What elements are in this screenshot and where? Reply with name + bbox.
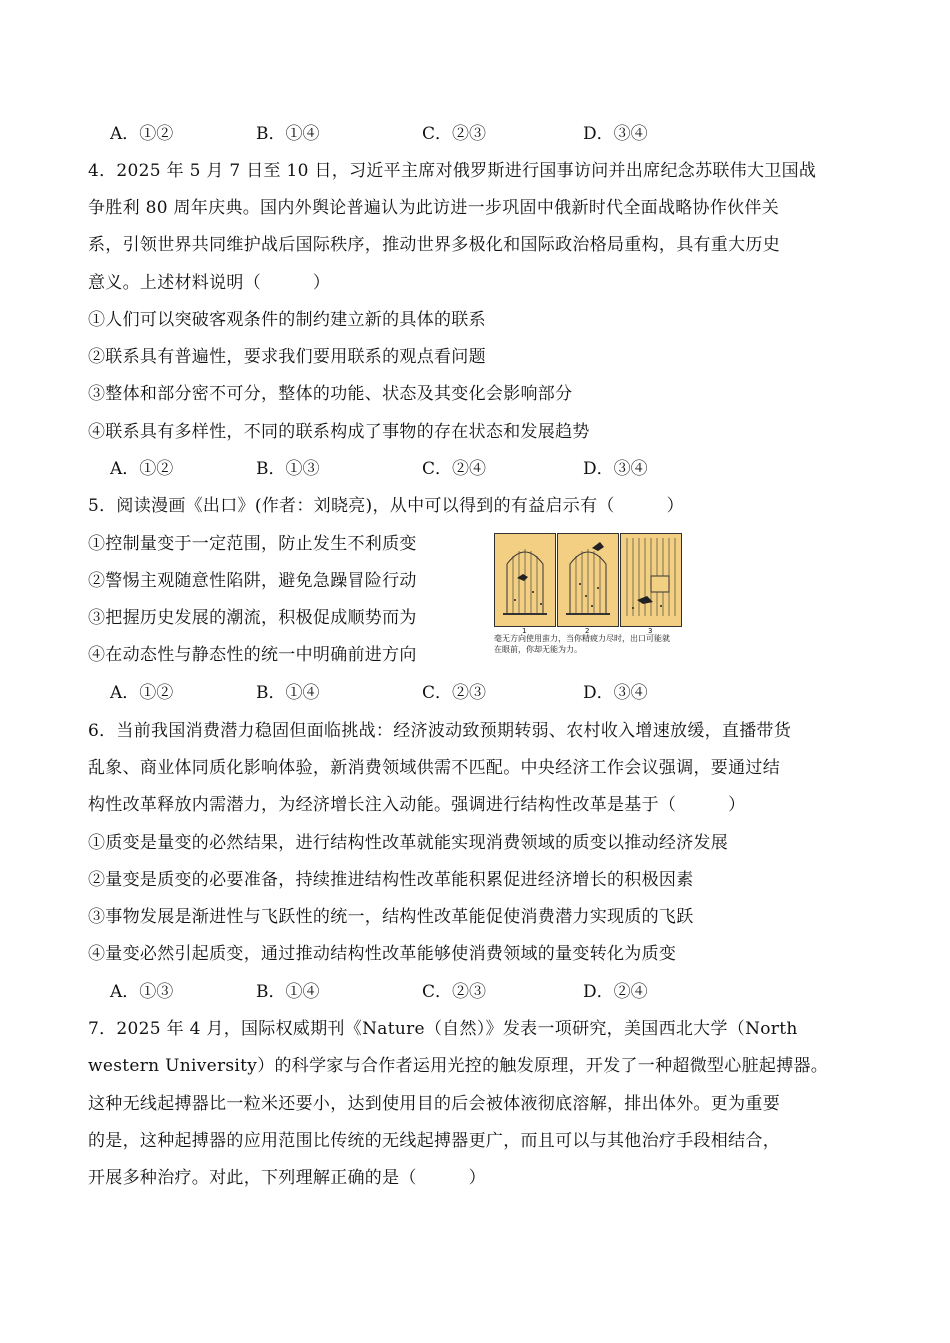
q4-item-4: ④联系具有多样性，不同的联系构成了事物的存在状态和发展趋势: [88, 422, 590, 442]
comic-panel-2: [557, 533, 619, 635]
q5-option-d[interactable]: D．③④: [583, 683, 648, 703]
q5-item-1: ①控制量变于一定范围，防止发生不利质变: [88, 534, 417, 554]
q7-stem-line-1: 7．2025 年 4 月，国际权威期刊《Nature（自然）》发表一项研究，美国西北大学（North: [88, 1019, 798, 1039]
comic-panel-number-2: 2: [585, 627, 590, 635]
q3-option-d[interactable]: D．③④: [583, 124, 648, 144]
q6-option-b[interactable]: B．①④: [256, 982, 320, 1002]
q5-stem: 5．阅读漫画《出口》(作者：刘晓亮)，从中可以得到的有益启示有（ ）: [88, 496, 684, 516]
birdcage-struggle-icon: [495, 534, 555, 626]
comic-caption: [494, 633, 694, 655]
q7-stem-line-5: 开展多种治疗。对此，下列理解正确的是（ ）: [88, 1168, 486, 1188]
comic-panel-1: [494, 533, 556, 635]
q3-option-c[interactable]: C．②③: [422, 124, 487, 144]
q5-option-b[interactable]: B．①④: [256, 683, 320, 703]
q4-item-1: ①人们可以突破客观条件的制约建立新的具体的联系: [88, 310, 486, 330]
q4-item-2: ②联系具有普遍性，要求我们要用联系的观点看问题: [88, 347, 486, 367]
q5-option-a[interactable]: A．①②: [110, 683, 174, 703]
q6-stem-line-2: 乱象、商业体同质化影响体验，新消费领域供需不匹配。中央经济工作会议强调，要通过结: [88, 758, 780, 778]
q6-stem-line-3: 构性改革释放内需潜力，为经济增长注入动能。强调进行结构性改革是基于（ ）: [88, 795, 746, 815]
comic-panel-3: [620, 533, 682, 635]
q6-option-a[interactable]: A．①③: [110, 982, 174, 1002]
q6-item-4: ④量变必然引起质变，通过推动结构性改革能够使消费领域的量变转化为质变: [88, 944, 677, 964]
q6-stem-line-1: 6．当前我国消费潜力稳固但面临挑战：经济波动致预期转弱、农村收入增速放缓，直播带货: [88, 721, 792, 741]
q6-item-3: ③事物发展是渐进性与飞跃性的统一，结构性改革能促使消费潜力实现质的飞跃: [88, 907, 694, 927]
comic-caption-line-1: 毫无方向使用蛮力，当你精疲力尽时，出口可能就: [494, 634, 670, 643]
q4-item-3: ③整体和部分密不可分，整体的功能、状态及其变化会影响部分: [88, 384, 573, 404]
q6-item-1: ①质变是量变的必然结果，进行结构性改革就能实现消费领域的质变以推动经济发展: [88, 833, 729, 853]
q3-option-b[interactable]: B．①④: [256, 124, 320, 144]
birdcage-exhausted-icon: [558, 534, 618, 626]
q3-option-a[interactable]: A．①②: [110, 124, 174, 144]
q4-option-b[interactable]: B．①③: [256, 459, 320, 479]
q7-stem-line-2: western University）的科学家与合作者运用光控的触发原理，开发了一种超微型心脏起搏器。: [88, 1056, 829, 1076]
q5-item-3: ③把握历史发展的潮流，积极促成顺势而为: [88, 608, 417, 628]
q7-stem-line-4: 的是，这种起搏器的应用范围比传统的无线起搏器更广，而且可以与其他治疗手段相结合，: [88, 1131, 780, 1151]
comic-panel-number-3: 3: [648, 627, 653, 635]
q6-option-c[interactable]: C．②③: [422, 982, 487, 1002]
q4-stem-line-2: 争胜利 80 周年庆典。国内外舆论普遍认为此访进一步巩固中俄新时代全面战略协作伙伴关: [88, 198, 780, 218]
q4-option-a[interactable]: A．①②: [110, 459, 174, 479]
q7-stem-line-3: 这种无线起搏器比一粒米还要小，达到使用目的后会被体液彻底溶解，排出体外。更为重要: [88, 1094, 780, 1114]
comic-exit: [494, 533, 690, 658]
q4-option-c[interactable]: C．②④: [422, 459, 487, 479]
q4-stem-line-4: 意义。上述材料说明（ ）: [88, 273, 331, 293]
q6-option-d[interactable]: D．②④: [583, 982, 648, 1002]
q6-item-2: ②量变是质变的必要准备，持续推进结构性改革能积累促进经济增长的积极因素: [88, 870, 694, 890]
q4-stem-line-3: 系，引领世界共同维护战后国际秩序，推动世界多极化和国际政治格局重构，具有重大历史: [88, 235, 780, 255]
q5-item-4: ④在动态性与静态性的统一中明确前进方向: [88, 645, 417, 665]
q5-option-c[interactable]: C．②③: [422, 683, 487, 703]
comic-panel-number-1: 1: [522, 627, 527, 635]
q5-item-2: ②警惕主观随意性陷阱，避免急躁冒险行动: [88, 571, 417, 591]
birdcage-exit-icon: [621, 534, 681, 626]
q4-option-d[interactable]: D．③④: [583, 459, 648, 479]
comic-caption-line-2: 在眼前，你却无能为力。: [494, 645, 582, 654]
q4-stem-line-1: 4．2025 年 5 月 7 日至 10 日，习近平主席对俄罗斯进行国事访问并出席纪念苏联伟大卫国战: [88, 161, 817, 181]
